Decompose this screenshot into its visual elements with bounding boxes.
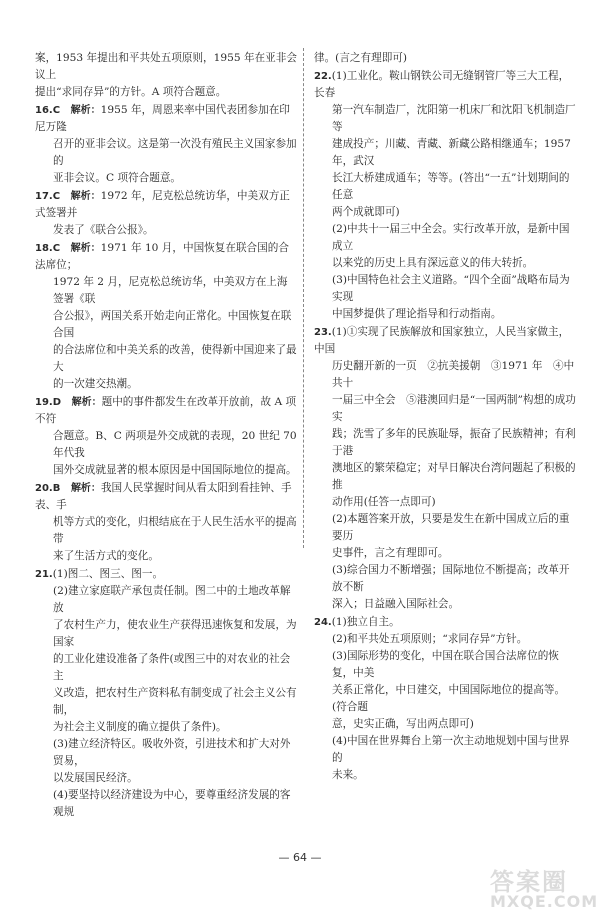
answer-line [314, 221, 576, 255]
answer-line [35, 736, 297, 770]
answer-text: 以发展国民经济。 [53, 772, 138, 784]
watermark-text: 答案圈 [490, 868, 568, 896]
answer-line [314, 614, 576, 631]
watermark-logo [484, 862, 600, 914]
answer-text: 意，史实正确，写出两点即可) [332, 718, 474, 730]
question-number: 23. [314, 327, 332, 338]
answer-line [35, 170, 297, 187]
answer-text: 践；洗雪了多年的民族耻辱，振奋了民族精神；有利于港 [332, 428, 576, 457]
answer-text: (4)中国在世界舞台上第一次主动地规划中国与世界的 [332, 735, 570, 764]
answer-text: 1972 年 2 月，尼克松总统访华，中美双方在上海签署《联 [53, 276, 288, 305]
answer-line [314, 767, 576, 784]
answer-block [35, 102, 297, 187]
answer-text: (1)独立自主。 [331, 616, 400, 628]
question-number: 21. [35, 569, 53, 580]
answer-text: 建成投产；川藏、青藏、新藏公路相继通车；1957 年，武汉 [332, 138, 571, 167]
answer-text: 1972 年，尼克松总统访华，中美双方正式签署并 [35, 190, 290, 219]
answer-choice: D [52, 397, 62, 408]
answer-text: (3)国际形势的变化，中国在联合国合法席位的恢复，中美 [332, 650, 559, 679]
answer-text: (2)和平共处五项原则；“求同存异”方针。 [332, 633, 528, 645]
answer-line [314, 716, 576, 733]
answer-text: 合公报》，两国关系开始走向正常化。中国恢复在联合国 [53, 310, 292, 339]
answer-line [35, 462, 297, 479]
answer-text: 动作用(任答一点即可) [332, 496, 436, 508]
answer-block [314, 50, 576, 67]
answer-text: 史事件，言之有理即可。 [332, 547, 449, 559]
answer-text: (3)中国特色社会主义道路。“四个全面”战略布局为实现 [332, 274, 570, 303]
question-number: 17. [35, 191, 53, 202]
answer-text: 关系正常化，中日建交，中国国际地位的提高等。(符合题 [332, 684, 566, 713]
answer-line [35, 787, 297, 821]
answer-line [35, 566, 297, 583]
answer-line [314, 102, 576, 136]
answer-line [35, 394, 297, 428]
answer-text: (3)综合国力不断增强；国际地位不断提高；改革开放不断 [332, 564, 570, 593]
answer-line [35, 222, 297, 239]
column-divider [303, 48, 304, 548]
answer-block [35, 480, 297, 565]
right-column [314, 50, 576, 785]
answer-text: 案，1953 年提出和平共处五项原则，1955 年在亚非会议上 [35, 52, 297, 81]
answer-choice: C [52, 191, 61, 202]
explanation-label: 解析： [70, 191, 101, 202]
answer-line [314, 358, 576, 392]
answer-text: 深入；日益融入国际社会。 [332, 598, 460, 610]
answer-block [35, 50, 297, 101]
answer-text: 义改造，把农村生产资料私有制变成了社会主义公有制， [53, 687, 297, 716]
answer-line [35, 50, 297, 84]
answer-line [35, 514, 297, 548]
answer-text: 中国梦提供了理论指导和行动指南。 [332, 308, 502, 320]
answer-text: (2)建立家庭联产承包责任制。图二中的土地改革解放 [53, 585, 291, 614]
answer-text: 机等方式的变化，归根结底在于人民生活水平的提高带 [53, 516, 297, 545]
answer-line [314, 136, 576, 170]
answer-text: 一届三中全会 ⑤港澳回归是“一国两制”构想的成功实 [332, 394, 576, 423]
answer-text: (3)建立经济特区。吸收外资，引进技术和扩大对外贸易， [53, 738, 291, 767]
answer-text: 1971 年 10 月，中国恢复在联合国的合法席位； [35, 242, 289, 271]
question-number: 22. [314, 71, 332, 82]
watermark-url: MXQE.COM [490, 892, 599, 911]
question-number: 24. [314, 617, 332, 628]
answer-line [35, 240, 297, 274]
page-number: — 64 — [278, 851, 322, 864]
answer-block [35, 188, 297, 239]
answer-text: 未来。 [332, 769, 364, 781]
answer-block [35, 566, 297, 821]
answer-text: (1)工业化。鞍山钢铁公司无缝钢管厂等三大工程，长春 [314, 70, 570, 99]
answer-text: 发表了《联合公报》。 [53, 224, 154, 236]
answer-line [35, 274, 297, 308]
answer-text: 来了生活方式的变化。 [53, 550, 159, 562]
answer-text: 1955 年，周恩来率中国代表团参加在印尼万隆 [35, 104, 290, 133]
answer-choice: C [52, 243, 61, 254]
answer-text: 的一次建交热潮。 [53, 378, 138, 390]
answer-line [314, 596, 576, 613]
answer-block [35, 240, 297, 393]
answer-text: (2)中共十一届三中全会。实行改革开放，是新中国成立 [332, 223, 570, 252]
answer-text: 题中的事件都发生在改革开放前，故 A 项不符 [35, 396, 297, 425]
answer-text: 的合法席位和中美关系的改善，使得新中国迎来了最大 [53, 344, 297, 373]
answer-line [314, 306, 576, 323]
answer-line [314, 170, 576, 204]
explanation-label: 解析： [70, 483, 101, 494]
answer-text: (2)本题答案开放，只要是发生在新中国成立后的重要历 [332, 513, 570, 542]
answer-text: 两个成就即可) [332, 206, 400, 218]
question-number: 18. [35, 243, 53, 254]
answer-text: 我国人民掌握时间从看太阳到看挂钟、手表、手 [35, 482, 292, 511]
answer-text: 召开的亚非会议。这是第一次没有殖民主义国家参加的 [53, 138, 297, 167]
answer-line [314, 545, 576, 562]
answer-line [35, 84, 297, 101]
answer-line [314, 392, 576, 426]
answer-line [314, 255, 576, 272]
answer-text: 历史翻开新的一页 ②抗美援朝 ③1971 年 ④中共十 [332, 360, 575, 389]
answer-block [35, 394, 297, 479]
answer-text: 提出“求同存异”的方针。A 项符合题意。 [35, 86, 227, 98]
answer-text: 以来党的历史上具有深远意义的伟大转折。 [332, 257, 534, 269]
answer-text: 为社会主义制度的确立提供了条件)。 [53, 721, 227, 733]
answer-line [35, 685, 297, 719]
answer-text: 了农村生产力，使农业生产获得迅速恢复和发展，为国家 [53, 619, 297, 648]
answer-line [35, 651, 297, 685]
question-number: 16. [35, 105, 53, 116]
answer-line [314, 426, 576, 460]
answer-text: 亚非会议。C 项符合题意。 [53, 172, 182, 184]
answer-line [314, 68, 576, 102]
explanation-label: 解析： [70, 243, 101, 254]
answer-line [314, 648, 576, 682]
answer-line [35, 583, 297, 617]
answer-text: 澳地区的繁荣稳定；对早日解决台湾问题起了积极的推 [332, 462, 576, 491]
answer-line [35, 136, 297, 170]
answer-line [35, 308, 297, 342]
answer-text: (1)图二、图三、图一。 [52, 568, 164, 580]
answer-line [314, 272, 576, 306]
answer-line [314, 511, 576, 545]
answer-text: 长江大桥建成通车；等等。(答出“一五”计划期间的任意 [332, 172, 570, 201]
answer-line [35, 102, 297, 136]
answer-line [314, 204, 576, 221]
answer-line [314, 562, 576, 596]
answer-line [35, 376, 297, 393]
left-column [35, 50, 297, 822]
answer-line [314, 50, 576, 67]
answer-text: 的工业化建设准备了条件(或图三中的对农业的社会主 [53, 653, 291, 682]
answer-line [314, 733, 576, 767]
answer-line [35, 548, 297, 565]
answer-text: 合题意。B、C 两项是外交成就的表现，20 世纪 70 年代我 [53, 430, 297, 459]
answer-text: (4)要坚持以经济建设为中心，要尊重经济发展的客观规 [53, 789, 291, 818]
answer-block [314, 324, 576, 613]
answer-line [35, 770, 297, 787]
answer-line [314, 631, 576, 648]
answer-line [314, 324, 576, 358]
answer-block [314, 614, 576, 784]
answer-text: 国外交成就显著的根本原因是中国国际地位的提高。 [53, 464, 297, 476]
answer-line [314, 460, 576, 494]
answer-choice: C [52, 105, 61, 116]
answer-text: (1)①实现了民族解放和国家独立，人民当家做主，中国 [314, 326, 570, 355]
answer-block [314, 68, 576, 323]
question-number: 20. [35, 483, 53, 494]
answer-choice: B [52, 483, 61, 494]
answer-line [35, 719, 297, 736]
answer-line [314, 494, 576, 511]
answer-line [35, 342, 297, 376]
answer-text: 第一汽车制造厂，沈阳第一机床厂和沈阳飞机制造厂等 [332, 104, 576, 133]
answer-line [35, 617, 297, 651]
answer-line [35, 188, 297, 222]
answer-line [35, 480, 297, 514]
answer-line [35, 428, 297, 462]
explanation-label: 解析： [71, 397, 102, 408]
answer-text: 律。(言之有理即可) [314, 52, 408, 64]
question-number: 19. [35, 397, 53, 408]
answer-line [314, 682, 576, 716]
explanation-label: 解析： [70, 105, 101, 116]
